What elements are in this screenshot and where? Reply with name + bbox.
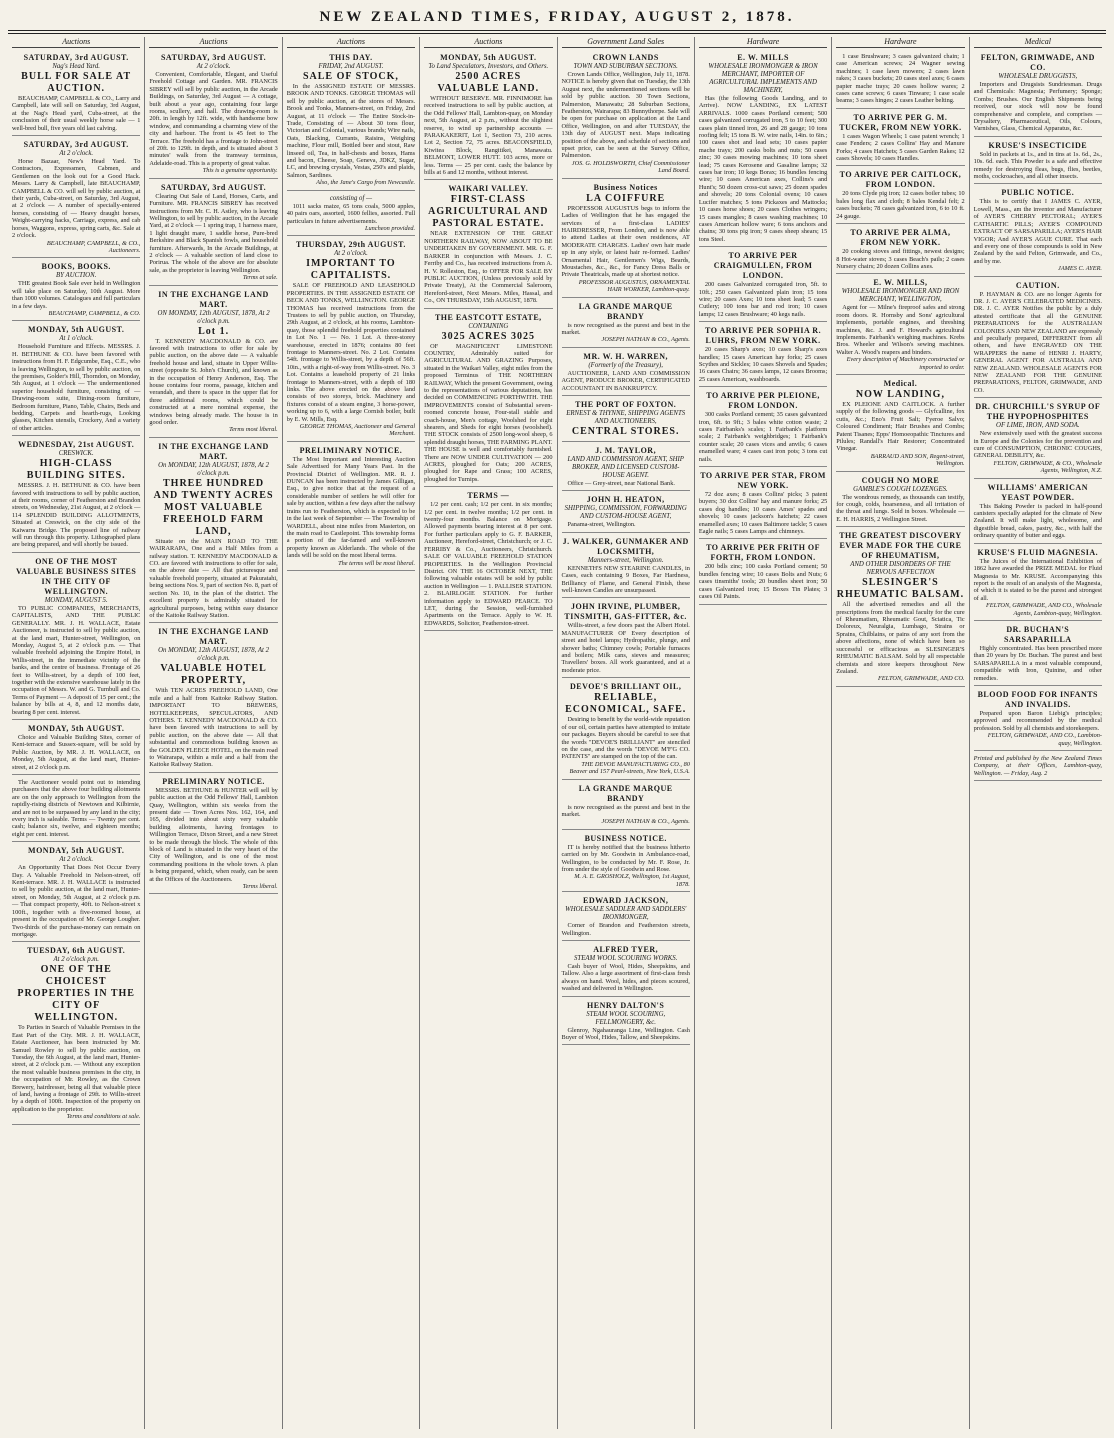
advertisement xyxy=(562,600,690,678)
ad-body-text: Importers and Drugsists Sundriesman. Drugs and Chemicals: Magnesia; Perfumery; Sponge; Combs; Brushes. Our English Shipments being received, our stock will now be found comprehensive and complete, and comprises — Drysaltery, Pharmaceutical, Oils, Colours, Varnishes, Glass, Chemical Apparatus, &c. xyxy=(973,81,1102,133)
ad-body-text: 20 cases Sharp's axes; 10 cases Sharp's axes handles; 15 cases American hay forks; 25 cases Scythes and Sickles; 10 cases Shovels and Spades; 16 cases Chairs; 36 cases lamps, 12 cases Brooms; 25 cases American, washboards. xyxy=(698,346,828,383)
ad-display-line: SALE OF STOCK, xyxy=(302,71,399,82)
ad-headline: THURSDAY, 29th AUGUST. xyxy=(296,240,406,250)
ad-subheading: To Land Speculators, Investors, and Others. xyxy=(428,63,549,70)
advertisement xyxy=(562,943,690,997)
ad-body-text: 1/2 per cent. cash; 1/2 per cent. in six months; 1/2 per cent. in twelve months; 1/2 per cent. in twenty-four months. Balance on Mortgage. Allowed payments bearing interest at 8 per cent. For further particulars apply to G. F. BARKER, Auctioneer, Hereford-street, Christchurch; or J. C. FERRIBY & Co., Auctioneers, Christchurch. SALE OF VALUABLE FREEHOLD STATION PROPERTIES. In the Wellington Provincial District. ON THE 16 OCTOBER NEXT, THE following valuable estates will be sold by public auction in Wellington — 1. PALLISER STATION. 2. BLAIRLOGIE STATION. For further information apply to EDWARD PEARCE. TO LET, during the Session, well-furnished Apartments on the Terrace. Apply to W. H. EDWARDS, Solicitor, Featherston-street. xyxy=(424,501,553,627)
advertisement xyxy=(149,181,277,286)
ad-headline: MONDAY, 5th AUGUST. xyxy=(440,53,537,62)
ad-subheading: GAMBLE'S COUGH LOZENGES. xyxy=(853,485,948,493)
column-heading: Hardware xyxy=(836,37,964,48)
ad-subheading: WHOLESALE IRONMONGER & IRON MERCHANT, IMPORTER OF AGRICULTURAL IMPLEMENTS AND MACHINERY, xyxy=(708,63,818,94)
column-8 xyxy=(970,37,1106,1429)
ad-headline: FELTON, GRIMWADE, AND CO. xyxy=(980,53,1095,72)
ad-subheading: On MONDAY, 12th AUGUST, 1878, At 2 o'clock p.m. xyxy=(158,647,270,663)
ad-body-text: Corner of Brandon and Featherston streets, Wellington. xyxy=(561,922,690,937)
advertisement xyxy=(836,168,964,224)
advertisement xyxy=(974,400,1102,478)
ad-body-text: OF MAGNIFICENT LIMESTONE COUNTRY, Admirably suited for AGRICULTURAL AND GRAZING Purposes, situated in the Waikari Valley, eight miles from the proposed Terminus of THE NORTHERN RAILWAY, Which the present Government, owing to the representations of various deputations, has decided on COMMENCING FORTHWITH. THE IMPROVEMENTS consist of Substantial seven-roomed concrete house, Four-stall stable and coach-house, Men's cottage, Woolshed for eight shearers, and Sheds for eight horses (woolshed). THE STOCK consists of 2500 long-wool sheep, 6 splendid draught horses, THE FARMING PLANT. THE HOUSE is well and comfortably furnished. There are NOW UNDER CULTIVATION — 200 ACRES, ploughed for Oats; 200 ACRES, ploughed for Rape and Grass; 100 ACRES, ploughed for Turnips. xyxy=(424,342,553,483)
ad-headline: PRELIMINARY NOTICE. xyxy=(299,445,403,455)
advertisement xyxy=(424,51,552,180)
ad-subheading: SHIPPING, COMMISSION, FORWARDING AND CUSTOM-HOUSE AGENT, xyxy=(564,505,687,521)
column-3 xyxy=(283,37,420,1429)
ad-headline: IN THE EXCHANGE LAND MART. xyxy=(158,289,269,309)
ad-display-line: LA COIFFURE xyxy=(586,192,666,204)
ad-body-text: MESSRS. BETHUNE & HUNTER will sell by public auction at the Odd Fellows' Hall, Lambton Quay, Wellington, within six weeks from the present date — Town Acres Nos. 162, 164, and 165, divided into about sixty very valuable building allotments, having frontages to Willington Terrace, Dixon Street, and a new Street to be made through the block. The whole of this block of Land is situated in the very heart of the City of Wellington, and is one of the most commanding positions in the whole town. A plan is being prepared, which, when ready, can be seen at the Offices of the Auctioneers. xyxy=(149,786,278,883)
ad-display-line: 3025 ACRES 3025 xyxy=(441,330,535,342)
ad-signature: M. A. E. GROSHOLZ, Wellington, 1st August, 1878. xyxy=(574,873,690,888)
ad-body-text: 72 doz axes; 8 cases Collins' picks; 3 patent buyers; 30 doz Collins' hay and manure forks; 25 cases dog handles; 10 cases Ames' spades and shovels; 10 cases jackson's hatchets; 22 cases enamelled axes; 10 cases Baltimore tackle; 5 cases Eagle nails; 5 cases Lamps and chimneys. xyxy=(698,491,828,536)
ad-subheading: BY AUCTION. xyxy=(56,272,97,280)
advertisement xyxy=(974,51,1102,137)
ad-headline: E. W. MILLS, xyxy=(873,278,928,288)
advertisement xyxy=(424,489,552,631)
ad-body-text: Situate on the MAIN ROAD TO THE WAIRARAPA, One and a Half Miles from a railway station. T. KENNEDY MACDONALD & CO. are favored with instructions to offer for sale, on the above date — All that picturesque and valuable freehold property, situated at Pakuratahi, being sections Nos. 9, part of section No. 8, part of section No. 10, in the plan of the district. The excellent property is admirably situated for agricultural purposes, being within easy distance of the Kaitoke Railway Station. xyxy=(149,537,278,619)
column-4 xyxy=(420,37,557,1429)
ad-headline: IN THE EXCHANGE LAND MART. xyxy=(158,627,269,647)
ad-body-text: 1011 sacks maize, 65 tons coals, 5000 apples, 40 pairs oars, assorted, 1600 fellies, assorted. Full particulars in future advertisements. xyxy=(286,202,416,225)
ad-subheading: At 2 o'clock. xyxy=(334,250,368,258)
advertisement xyxy=(287,238,415,442)
advertisement xyxy=(149,288,277,438)
advertisement xyxy=(562,51,690,179)
ad-body-text: 300 casks Portland cement; 35 cases galvanized iron, 6ft. to 9ft.; 3 bales white cotton waste; 2 cases Fairbanks's scales; 1 Fairbank's platform scale; 2 Fairbank's weighbridges; 1 Fairbank's counter scale; 20 cases vices and anvils; 6 cases enamelled ware; 4 cases cast iron pots; 3 tons cut nails. xyxy=(698,411,828,463)
ad-subheading: Manners-street, Wellington. xyxy=(587,556,664,564)
ad-subheading: At 2 o'clock p.m. xyxy=(53,956,99,964)
ad-signature: BEAUCHAMP, CAMPBELL, & CO., Auctioneers. xyxy=(46,239,141,254)
ad-subheading: Nag's Head Yard. xyxy=(52,63,100,70)
ad-body-text: Sold in packets at 1s., and in tins at 1s. 6d., 2s., 10s. 6d. each. This Powder is a safe and effective remedy for destroying fleas, bugs, flies, beetles, moths, cockroaches, and all other insects. xyxy=(973,150,1102,181)
ad-signature: FELTON, GRIMWADE, AND CO., Lambton-quay, Wellington. xyxy=(987,732,1102,747)
ad-headline: JOHN H. HEATON, xyxy=(586,495,665,505)
advertisement xyxy=(12,438,140,553)
masthead-rule xyxy=(8,30,1106,34)
ad-body-text: 20 cooking stoves and fittings, newest designs; 8 Hot-water stoves; 3 cases Beach's pails; 2 cases Nursery chairs; 20 dozen Collins axes. xyxy=(836,248,965,270)
ad-subheading: WHOLESALE DRUGGISTS, xyxy=(998,73,1078,80)
ad-display-line: FIRST-CLASS AGRICULTURAL AND PASTORAL ESTATE. xyxy=(428,194,549,230)
ad-body-text: IT is hereby notified that the business hitherto carried on by Mr. Goodwin in Ambulance-road, Wellington, to be conducted by Mr. F. Rose, Jr. from under the style of Goodwin and Rose. xyxy=(561,843,690,873)
ad-body-text: P. HAYMAN & CO. are no longer Agents for DR. J. C. AYER'S CELEBRATED MEDICINES. DR. J. C. AYER Notifies the public by a duly attested certificate that all the GENUINE PREPARATIONS for the AUSTRALIAN COLONIES AND NEW ZEALAND are expressly and peculiarly prepared, DIFFERENT from all others, and have ENGRAVED ON THE WRAPPERS the name of HENRI J. HARTY, GENERAL AGENT FOR AUSTRALIA AND NEW ZEALAND. WHOLESALE AGENTS FOR NEW ZEALAND FOR THE GENUINE PREPARATIONS, FELTON, GRIMWADE, AND CO. xyxy=(973,290,1102,394)
advertisement xyxy=(149,440,277,623)
ad-signature: JOSEPH NATHAN & CO., Agents. xyxy=(601,336,690,344)
ad-body-text: 20 tons Clyde pig iron; 12 cases boiler tubes; 10 bales long flax and cloth; 8 bales Kendal felt; 2 cases buckets; 78 cases galvanized iron, 6 to 10 ft. 24 gauge. xyxy=(836,190,965,220)
ad-signature: JOS. G. HOLDSWORTH, Chief Commissioner Land Board. xyxy=(571,159,690,175)
ad-display-line: VALUABLE HOTEL PROPERTY, xyxy=(160,663,267,687)
ad-display-line: 2500 ACRES VALUABLE LAND. xyxy=(437,71,540,94)
advertisement xyxy=(12,777,140,842)
advertisement xyxy=(12,51,140,136)
ad-body-text: All the advertised remedies and all the prescriptions from the medical faculty for the cure of Rheumatism, Rheumatic Gout, Sciatica, Tic Doloreux, Neuralgia, Lumbago, Strains or Sprains, Chilblains, or pains of any sort from the above affections, none of which have been so successful or efficacious as SLESINGER'S RHEUMATIC BALSAM. Sold by all respectable chemists and store keepers throughout New Zealand. xyxy=(836,601,965,675)
ad-body-text: Convenient, Comfortable, Elegant, and Useful Freehold Cottage and Garden. MR. FRANCIS SIBREY will sell by public auction, in the Arcade Buildings, on Saturday, 3rd August — A cottage, built about a year ago, containing four large rooms, scullery, and hall. The drawing-room is 20ft. in length by 12ft. wide, with handsome bow window, and commanding a charming view of the city and harbour. The front is 45 feet to The Terrace. The freehold has a frontage to John-street of 20ft. to 129ft. in depth, and is situated about 3 minutes' walk from the tramway terminus, Adelaide-road. This is a property of great value. xyxy=(149,71,278,167)
ad-subheading: consisting of — xyxy=(329,194,373,202)
columns-container xyxy=(8,37,1106,1429)
ad-subheading: CRESWICK. xyxy=(58,450,94,458)
ad-headline: LA GRANDE MARQUE BRANDY xyxy=(578,783,673,803)
ad-signature: GEORGE THOMAS, Auctioneer and General Merchant. xyxy=(299,423,416,438)
ad-display-line: ONE OF THE CHOICEST PROPERTIES IN THE CITY OF WELLINGTON. xyxy=(17,964,135,1024)
ad-headline: J. M. TAYLOR, xyxy=(595,446,657,455)
advertisement xyxy=(149,51,277,179)
advertisement xyxy=(699,389,827,467)
ad-body-text: Horse Bazaar, New's Head Yard. To Contractors, Expressmen, Cabmen, and Gentlemen on the look out for a Good Hack. Messrs. Larry & Campbell, late BEAUCHAMP, CAMPBELL & CO. will sell by public auction, at their yards, Cuba-street, on Saturday, 3rd August, at 2 o'clock — A number of specially-entered horses, consisting of — Heavy draught horses, Weight-carrying hacks, Carriage, express, and cab horses, Waggons, express, spring carts, &c. Sale at 2 o'clock. xyxy=(12,158,141,240)
ad-display-line: Lot 1. xyxy=(198,325,230,337)
ad-body-text: With TEN ACRES FREEHOLD LAND, One mile and a half from Kaitoke Railway Station. IMPORTANT TO BREWERS, HOTELKEEPERS, SPECULATORS, AND OTHERS. T. KENNEDY MACDONALD & CO. have been favored with instructions to sell by public auction, on the above date — All that substantial and commodious building known as the GOLDEN FLEECE HOTEL, on the main road to Wairarapa, within a mile and a half from the Kaitoke Railway Station. xyxy=(149,687,278,769)
ad-headline: TO ARRIVE PER G. M. TUCKER, FROM NEW YORK. xyxy=(839,112,962,132)
ad-body-text: New extensively used with the greatest success in Europe and the Colonies for the prevention and cure of CONSUMPTION, CHRONIC COUGHS, GENERAL DEBILITY, &c. xyxy=(973,430,1102,460)
column-2 xyxy=(145,37,282,1429)
ad-headline: MONDAY, 5th AUGUST. xyxy=(28,846,125,856)
ad-headline: TUESDAY, 6th AUGUST. xyxy=(27,946,126,956)
advertisement xyxy=(836,226,964,274)
ad-subheading: LAND AND COMMISSION AGENT, SHIP BROKER, AND LICENSED CUSTOM-HOUSE AGENT. xyxy=(567,456,684,479)
ad-body-text: WITHOUT RESERVE. MR. FINNIMORE has received instructions to sell by public auction, at the Odd Fellows' Hall, Lambton-quay, on Monday next, 5th August, at 2 p.m., without the slightest reserve, to wind up partnership accounts — PARAKAKERIT, Lot 1, Section 73, 210 acres. Lot 2, Section 72, 75 acres. BEACONSFIELD, Kiwitea Block, Rangitikei, Manawatu. BELMONT, LOWER HUTT. 103 acres, more or less. Terms — 25 per cent. cash; the balance by bills at 6 and 12 months, without interest. xyxy=(424,95,553,177)
ad-signature: This is a genuine opportunity. xyxy=(202,167,278,175)
ad-headline: ALFRED TYER, xyxy=(593,945,659,954)
ad-headline: TO ARRIVE PER CRAIGMULLEN, FROM LONDON. xyxy=(713,251,813,281)
ad-display-line: THREE HUNDRED AND TWENTY ACRES MOST VALUABLE FREEHOLD FARM LAND, xyxy=(153,477,274,537)
advertisement xyxy=(12,844,140,942)
advertisement xyxy=(836,377,964,472)
ad-headline: SATURDAY, 3rd AUGUST. xyxy=(160,53,267,62)
advertisement xyxy=(562,398,690,442)
ad-headline: WEDNESDAY, 21st AUGUST. xyxy=(18,440,135,450)
ad-subheading: At 2 o'clock. xyxy=(196,63,231,70)
ad-subheading: OF LIME, IRON, AND SODA. xyxy=(996,422,1080,430)
ad-body-text: NEAR EXTENSION OF THE GREAT NORTHERN RAILWAY, NOW ABOUT TO BE UNDERTAKEN BY GOVERNMENT. MR. G. F. BARKER in conjunction with Messrs. J. C. Ferriby and Co., has received instructions from A. H. V. Rolleston, Esq., to OFFER FOR SALE BY PUBLIC AUCTION, (Unless previously sold by Private Treaty), At the Commercial Saleroom, Hereford-street, Next Messrs. Miles, Hassal, and Co., ON THURSDAY, 15th AUGUST, 1878. xyxy=(424,230,553,305)
ad-body-text: KENNETH'S NEW STEARINE CANDLES, in Cases, each containing 9 Boxes, Far Hardness, Brilliancy of Flame, and General Finish, these well-known Candles are unsurpassed. xyxy=(561,564,690,595)
advertisement xyxy=(562,300,690,348)
ad-signature: FELTON, GRIMWADE, AND CO. xyxy=(877,675,965,683)
ad-body-text: 1 case Brushware; 3 cases galvanized chain; 1 case American screws; 24 Wagner sewing machines; 1 case lawn mowers; 2 cases lawn rakes; 3 cases buckets; 20 cases steel axes; 6 cases papier mache trays; 20 cases hollow wares; 2 cases cane screws; 6 cases Tinware; 1 case scale beams; 3 cases hinges; 2 cases Leather belting. xyxy=(836,53,965,105)
ad-headline: PRELIMINARY NOTICE. xyxy=(162,776,265,786)
ad-headline: TO ARRIVE PER FRITH OF FORTH, FROM LONDON. xyxy=(706,543,821,563)
ad-body-text: Panama-street, Wellington. xyxy=(567,521,636,529)
ad-signature: JAMES C. AYER. xyxy=(1058,265,1102,273)
ad-headline: SATURDAY, 3rd AUGUST. xyxy=(23,53,129,62)
ad-headline: WILLIAMS' AMERICAN YEAST POWDER. xyxy=(987,482,1088,502)
ad-subheading: At 2 o'clock. xyxy=(59,150,94,158)
ad-headline: BLOOD FOOD FOR INFANTS AND INVALIDS. xyxy=(977,689,1099,709)
ad-body-text: THE greatest Book Sale ever held in Wellington will take place on Saturday, 10th August. More than 1000 volumes. Catalogues and full particulars in a few days. xyxy=(12,280,141,310)
advertisement xyxy=(562,680,690,779)
ad-signature: Terms liberal. xyxy=(242,883,278,891)
ad-body-text: MESSRS. J. H. BETHUNE & CO. have been favored with instructions to sell by public auction, at their rooms, corner of Featherston and Brandon streets, on Wednesday, 21st August, at 2 o'clock — 114 SPLENDID BUILDING ALLOTMENTS, Situated at Creswick, on the city side of the Kaiwarra Bridge. The proposed line of railway will run through this property. Lithographed plans are being prepared, and will shortly be issued. xyxy=(12,482,141,549)
ad-headline: TO ARRIVE PER STAR, FROM NEW YORK. xyxy=(700,471,826,491)
advertisement xyxy=(562,535,690,599)
ad-headline: KRUSE'S INSECTICIDE xyxy=(988,140,1088,150)
ad-headline: TO ARRIVE PER ALMA, FROM NEW YORK. xyxy=(850,228,951,248)
ad-signature: Terms and conditions at sale. xyxy=(66,1113,141,1121)
advertisement xyxy=(974,546,1102,621)
advertisement xyxy=(974,481,1102,544)
ad-headline: MR. W. H. WARREN, xyxy=(583,351,668,361)
advertisement xyxy=(12,944,140,1124)
ad-body-text: The Juices of the International Exhibition of 1862 have awarded the PRIZE MEDAL for Fluid Magnesia to Mr. KRUSE. Accompanying this report is the result of an analysis of the Magnesia, of which it is stated to be the purest and strongest of all. xyxy=(973,557,1102,602)
ad-body-text: The Most Important and Interesting Auction Sale Advertised for Many Years Past. In the Provincial District of Wellington. MR. R. J. DUNCAN has been instructed by James Gilligan, Esq., to give notice that at the request of a considerable number of settlers he will offer for sale by auction, within a few days after the railway trains run to Featherston, which is expected to be in the last week of September — The Township of WARDELL, about nine miles from Masterton, on the main road to Castlepoint. This township forms a portion of the far-famed and well-known property known as Alderlands. The whole of the lands will be sold on the most liberal terms. xyxy=(286,455,416,560)
advertisement xyxy=(562,999,690,1046)
ad-body-text: Office — Grey-street, near National Bank. xyxy=(567,480,675,487)
ad-subheading: ERNEST & THYNNE, SHIPPING AGENTS AND AUCTIONEERS, xyxy=(566,410,686,425)
ad-body-text: An Opportunity That Does Not Occur Every Day. A Valuable Freehold in Nelson-street, off Kent-terrace. MR. J. H. WALLACE is instructed to sell by public auction, at the land mart, Hunter-street, on Monday, 5th August, at 2 o'clock p.m. — That compact property, 40ft. to Nelson-street x 100ft., together with a five-roomed house, at present in the occupation of Mr. George Lougher. Two-thirds of the purchase-money can remain on mortgage. xyxy=(12,864,141,938)
advertisement xyxy=(836,474,964,528)
ad-headline: MONDAY, 5th AUGUST. xyxy=(28,723,125,733)
ad-headline: THE PORT OF FOXTON. xyxy=(575,400,677,409)
ad-signature: THE DEVOE MANUFACTURING CO., 80 Beaver and 157 Pearl-streets, New York, U.S.A. xyxy=(569,760,690,776)
ad-body-text: 1 cases Wagon Wheels; 1 case patent wrench; 1 case Fenders; 2 cases Collins' Hay and Manure Forks; 4 cases Hatchets; 5 cases Garden Rakes; 12 cases Shovels; 10 cases Handles. xyxy=(836,132,965,163)
advertisement xyxy=(12,138,140,258)
advertisement xyxy=(424,311,552,488)
column-heading: Auctions xyxy=(12,37,140,48)
ad-body-text: T. KENNEDY MACDONALD & CO. are favored with instructions to offer for sale by public auction, on the above date — A valuable freehold house and land, situate in Upper Willis-street (opposite St. John's Church), and known as in the occupation of Henry Anderson, Esq. The house contains four rooms, passage, kitchen and verandah, and there is space in the upper flat for three additional rooms, which could be constructed at a mere nominal expense, the windows being already made. The house is in good order. xyxy=(149,337,278,427)
advertisement xyxy=(699,51,827,247)
ad-headline: PUBLIC NOTICE. xyxy=(1001,188,1075,198)
ad-subheading: At 2 o'clock. xyxy=(59,856,94,864)
advertisement xyxy=(12,260,140,321)
advertisement xyxy=(149,775,277,895)
ad-body-text: This is to certify that I JAMES C. AYER, Lowell, Mass., am the inventor and Manufacturer of AYER'S CHERRY PECTORAL; AYER'S CATHARTIC PILLS; AYER'S COMPOUND EXTRACT OF SARSAPARILLA; AYER'S HAIR VIGOR; And AYER'S AGUE CURE. That each and every one of those compounds is sold in New Zealand by the said Felton, Grimwade, and Co., and by me. xyxy=(973,198,1102,265)
ad-headline: J. WALKER, GUNMAKER AND LOCKSMITH, xyxy=(562,536,689,556)
ad-headline: CAUTION. xyxy=(1015,280,1060,290)
advertisement xyxy=(287,193,415,237)
ad-body-text: Desiring to benefit by the world-wide reputation of our oil, certain parties have attempted to imitate our packages. Buyers should be careful to see that the words "DEVOE'S BRILLIANT" are stenciled on the case, and the words "DEVOE M'F'G CO. PATENTS" are stamped on the top of the can. xyxy=(561,716,690,761)
advertisement xyxy=(562,782,690,830)
ad-headline: BUSINESS NOTICE. xyxy=(584,833,667,843)
ad-headline: EDWARD JACKSON, xyxy=(583,896,669,906)
ad-body-text: Prepared upon Baron Liebig's principles; approved and recommended by the medical profession. Sold by all chemists and storekeepers. xyxy=(973,709,1102,732)
ad-headline: DR. BUCHAN'S SARSAPARILLA xyxy=(1003,624,1072,644)
ad-headline: KRUSE'S FLUID MAGNESIA. xyxy=(977,547,1099,557)
ad-body-text: 200 bdls zinc; 100 casks Portland cement; 50 bundles fencing wire; 10 cases Bolts and Nuts; 6 cases tinsmiths' tools; 20 bundles sheet iron; 50 cases Galvanized iron; 15 Boxes Tin Plates; 3 cases Oil Paints. xyxy=(698,563,828,601)
advertisement xyxy=(974,279,1102,399)
ad-headline: SATURDAY, 3rd AUGUST. xyxy=(23,140,129,150)
ad-headline: WAIKARI VALLEY. xyxy=(448,184,529,194)
advertisement xyxy=(424,182,552,308)
ad-body-text: The Auctioneer would point out to intending purchasers that the above four building allotments are on the only approach to Wellington from the rapidly-rising districts of Newtown and Kilbirnie, and are not to be surpassed by any land in the city; every inch is saleable. Terms — Twenty per cent. cash; balance six, twelve, and eighteen months; eight per cent. interest. xyxy=(12,779,141,838)
ad-subheading: WHOLESALE IRONMONGER AND IRON MERCHANT, WELLINGTON, xyxy=(841,288,960,304)
advertisement xyxy=(12,722,140,775)
ad-signature: Also, the Jane's Cargo from Newcastle. xyxy=(316,179,416,187)
ad-headline: DEVOE'S BRILLIANT OIL, xyxy=(569,682,682,692)
ad-signature: The terms will be most liberal. xyxy=(338,559,416,567)
advertisement xyxy=(562,181,690,298)
ad-body-text: TO PUBLIC COMPANIES, MERCHANTS, CAPITALISTS, AND THE PUBLIC GENERALLY. MR. J. H. WALLACE, Estate Auctioneer, is instructed to sell by public auction, at the land mart, Hunter-street, Wellington, on Monday, August 5, at 2 o'clock p.m. — That valuable freehold adjoining the Empire Hotel, in Willis-street, in the immediate vicinity of the banks, and the centre of business. Frontage of 26 feet to Willis-street, by a depth of 100 feet, together with the extensive warehouse lately in the occupation of Messrs. W. and G. Turnbull and Co. Terms of Payment — A deposit of 15 per cent.; the balance by bills at 4, 8, and 12 months date, bearing 8 per cent. interest. xyxy=(12,604,141,716)
ad-body-text: Clearing Out Sale of Land, Horses, Carts, and Furniture. MR. FRANCIS SIBREY has received instructions from Mr. C. H. Astley, who is leaving Wellington, to sell by public auction, in the Arcade Yard, at 2 o'clock — 1 spring trap, 1 harness mare, 1 light draught mare, 1 saddle horse, Pure-bred Berkshire and Black Spanish fowls, and household furniture. Afterwards, In the Arcade Buildings, at 2 o'clock — A valuable section of land close to Porirua. The whole of the above are for absolute sale, as the proprietor is leaving Wellington. xyxy=(149,192,278,274)
ad-body-text: EX PLEIONE AND CAITLOCK. A further supply of the following goods — Glyfcalline, fox cutis, &c.; Eno's Fruit Salt; Fyeroe Salvo; Coloured Condiment; Hair Brushes and Combs; Patent Tisanes; Epps' Homoeopathic Tinctures and Pilules; Randall's Hair Restorer; Concentrated Vinegar. xyxy=(836,400,965,453)
ad-body-text: Cash buyer of Wool, Hides, Sheepskins, and Tallow. Also a large assortment of first-class fresh always on hand. Wool, hides, and pieces scoured, washed and delivered in Wellington. xyxy=(561,963,690,993)
ad-headline: E. W. MILLS xyxy=(737,53,789,62)
ad-body-text: This Baking Powder is packed in half-pound canisters specially adapted for the climate of New Zealand. It will make light, wholesome, and digestible bread, cakes, pastry, &c., with half the ordinary quantity of butter and eggs. xyxy=(973,502,1102,540)
advertisement xyxy=(699,469,827,539)
ad-signature: JOSEPH NATHAN & CO., Agents. xyxy=(601,818,690,826)
ad-headline: DR. CHURCHILL'S SYRUP OF THE HYPOPHOSPHITES xyxy=(975,402,1101,422)
advertisement xyxy=(287,51,415,191)
column-heading: Medical xyxy=(974,37,1102,48)
ad-display-line: NOW LANDING, xyxy=(855,388,945,400)
advertisement xyxy=(974,186,1102,276)
ad-signature: Terms at sale. xyxy=(242,274,278,282)
advertisement xyxy=(12,555,140,720)
ad-headline: COUGH NO MORE xyxy=(861,475,940,485)
ad-signature: FELTON, GRIMWADE, AND CO., Wholesale Agents, Lambton-quay, Wellington. xyxy=(985,602,1102,617)
ad-display-line: SLESINGER'S RHEUMATIC BALSAM. xyxy=(836,577,965,601)
ad-body-text: is now recognised as the purest and best in the market. xyxy=(561,321,690,336)
advertisement xyxy=(562,444,690,491)
ad-body-text: Choice and Valuable Building Sites, corner of Kent-terrace and Sussex-square, will be sold by Public Auction, by MR. J. H. WALLACE, on Monday, 5th August, at the land mart, Hunter-street, at 2 o'clock p.m. xyxy=(12,733,141,771)
ad-subheading: MONDAY, AUGUST 5. xyxy=(44,596,108,604)
advertisement xyxy=(836,276,964,375)
column-5 xyxy=(558,37,695,1429)
advertisement xyxy=(699,249,827,322)
ad-body-text: To Parties in Search of Valuable Premises in the East Part of the City. MR. J. H. WALLACE, Estate Auctioneer, has been instructed by Mr. Samuel Rowley to sell by public auction, on Tuesday, the 6th August, at the land mart, Hunter-street, at 2 o'clock p.m. — Without any exception the most valuable business premises in the city, in the occupation of Mr. Rowley, as the Crown Brewery, hairdresser, being all that valuable piece of land, having a frontage of 29ft. to Willis-street by a depth of 100ft. Inspection of the property on application to the proprietor. xyxy=(12,1024,141,1113)
ad-headline: CROWN LANDS xyxy=(592,53,659,62)
column-heading: Hardware xyxy=(699,37,827,48)
ad-display-line: CENTRAL STORES. xyxy=(571,426,680,437)
advertisement xyxy=(149,625,277,772)
column-7 xyxy=(832,37,969,1429)
ad-body-text: is now recognised as the purest and best in the market. xyxy=(561,803,690,818)
column-heading: Government Land Sales xyxy=(562,37,690,48)
ad-signature: FELTON, GRIMWADE, & CO., Wholesale Agents, Wellington, N.Z. xyxy=(993,459,1102,475)
ad-signature: BEAUCHAMP, CAMPBELL, & CO. xyxy=(48,309,141,317)
ad-headline: BOOKS, BOOKS. xyxy=(41,262,111,272)
advertisement xyxy=(974,139,1102,185)
ad-headline: LA GRANDE MARQUE BRANDY xyxy=(578,301,673,321)
ad-body-text: In the ASSIGNED ESTATE OF MESSRS. BROOK AND TONKS. GEORGE THOMAS will sell by public auction, at the stores of Messrs. Brook and Tonks, Manners-street, on Friday, 2nd August, at 11 o'clock — The Entire Stock-in-Trade, Consisting of — About 30 tons flour, Victorian and Colonial, various brands; Wire nails, Oats, Blacking, Currants, Raisins, Weighing machine, Flour mill, Bottled beer and stout, Raw linseed oil, Tea, in half-chests and boxes, Hams and bacon, Cheese, Soap, Geneva, JDKZ, Sugar, LC, and brewing crystals, Vestas, 250's and plaids, Salmon, Sardines. xyxy=(286,83,416,179)
advertisement xyxy=(836,529,964,686)
ad-body-text: Crown Lands Office, Wellington, July 11, 1878. NOTICE is hereby given that on Tuesday, the 13th August next, the undermentioned sections will be sold by public auction. 30 Town Sections, Palmerston, Manawatu; 28 Suburban Sections, Featherston, Wairarapa; 83 Bunnythorpe. Sale will be open for purchase on application at the Land Office, Wellington, on and after TUESDAY, the 13th day of AUGUST next. Maps indicating position of the above, and schedule of sections and upset price, can be seen at the Survey Office, Palmerston. xyxy=(561,71,690,160)
ad-signature: Every description of Machinery constructed or imported to order. xyxy=(846,356,965,371)
ad-headline: Business Notices xyxy=(593,182,658,192)
ad-body-text: Agent for — Milne's fireproof safes and strong room doors. R. Hornsby and Sons' agricultural implements, portable engines, and threshing machines, &c. J. and F. Howard's agricultural implements. Fairbank's weighing machines. Krebs Bros. Wheeler and Wilson's sewing machines. Walter A. Wood's reapers and binders. xyxy=(836,304,965,356)
ad-signature: Luncheon provided. xyxy=(364,224,416,232)
ad-subheading: STEAM WOOL SCOURING, FELLMONGERY, &c. xyxy=(586,1010,666,1026)
ad-body-text: Glenroy, Ngahauranga Line, Wellington. Cash Buyer of Wool, Hides, Tallow, and Sheepskins. xyxy=(561,1026,690,1042)
advertisement xyxy=(836,111,964,167)
masthead: NEW ZEALAND TIMES, FRIDAY, AUGUST 2, 1878. xyxy=(319,9,795,25)
advertisement xyxy=(699,541,827,604)
advertisement xyxy=(562,350,690,396)
ad-subheading: At 1 o'clock. xyxy=(59,335,94,343)
advertisement xyxy=(562,832,690,892)
ad-display-line: RELIABLE, ECONOMICAL, SAFE. xyxy=(565,692,687,716)
advertisement xyxy=(974,623,1102,686)
ad-subheading: TOWN AND SUBURBAN SECTIONS. xyxy=(573,63,678,70)
ad-headline: THIS DAY. xyxy=(329,53,373,62)
ad-subheading: CONTAINING xyxy=(468,322,509,330)
column-6 xyxy=(695,37,832,1429)
ad-signature: PROFESSOR AUGUSTUS, ORNAMENTAL HAIR WORKER, Lambton-quay. xyxy=(578,278,690,294)
ad-body-text: 200 cases Galvanized corrugated iron, 5ft. to 10ft.; 250 cases Galvanized plain iron; 15 tons wire; 20 cases Axes; 10 tons sheet lead; 5 cases Cutlery; 100 tons bar and rod iron; 10 cases lamps; 12 cases Brushware; 40 kegs nails. xyxy=(698,281,828,318)
ad-signature: BARRAUD AND SON, Regent-street, Wellington. xyxy=(870,452,965,468)
imprint: Printed and published by the New Zealand Times Company, at their Offices, Lambton-quay, Wellington. — Friday, Aug. 2 xyxy=(974,753,1102,781)
ad-headline: Medical. xyxy=(883,378,918,388)
advertisement xyxy=(562,493,690,532)
ad-headline: TO ARRIVE PER PLEIONE, FROM LONDON. xyxy=(706,391,820,411)
ad-subheading: ON MONDAY, 12th AUGUST, 1878, At 2 o'clock p.m. xyxy=(157,309,270,325)
advertisement xyxy=(12,323,140,436)
ad-body-text: SALE OF FREEHOLD AND LEASEHOLD PROPERTIES. IN THE ASSIGNED ESTATE OF BECK AND TONKS, WELLINGTON. GEORGE THOMAS has received instructions from the Trustees to sell by public auction, on Thursday, 29th August, at 2 o'clock, at his rooms, Lambton-quay, those splendid freehold properties contained in Lot No. 1 — No. 1 Lot. A three-storey warehouse, erected in 1876; contains 80 feet frontage to Manners-street. No. 2 Lot. Contains 54ft. frontage to Willis-street, by a depth of 56ft. 10in., with a right-of-way from Willis-street. No. 3 Lot. Contains a leasehold property of 21 links frontage to Manners-street, with a depth of 180 links. The above erected on the above land consists of two storeys, brick. Machinery and fixtures consist of a steam engine, 3 horse-power, working up to 6, with a large Cornish boiler, built by E. W. Mills, Esq. xyxy=(286,282,416,423)
ad-body-text: Highly concentrated. Has been prescribed more than 20 years by Dr. Buchan. The purest and best SARSAPARILLA in a most valuable compound, compatible with Iron, Quinine, and other remedies. xyxy=(973,644,1102,682)
column-heading: Auctions xyxy=(424,37,552,48)
column-1 xyxy=(8,37,145,1429)
ad-headline: ONE OF THE MOST VALUABLE BUSINESS SITES IN THE CITY OF WELLINGTON. xyxy=(16,556,137,596)
ad-headline: TERMS — xyxy=(467,491,510,501)
ad-subheading: On MONDAY, 12th AUGUST, 1878, At 2 o'clock p.m. xyxy=(158,461,270,477)
ad-display-line: HIGH-CLASS BUILDING SITES. xyxy=(26,458,126,482)
ad-subheading: AND OTHER DISORDERS OF THE NERVOUS AFFECTION xyxy=(850,561,951,577)
advertisement xyxy=(562,894,690,941)
ad-body-text: Willis-street, a few doors past the Albert Hotel. MANUFACTURER OF Every description of street and hotel lamps; Hydropathic, plunge, and shower baths; Chimney cowls; Portable furnaces and boilers; Milk cans, sieves and measures; Travellers' boxes. All work guaranteed, and at a moderate price. xyxy=(561,622,690,674)
ad-body-text: BEAUCHAMP, CAMPBELL & CO., Larry and Campbell, late will sell on Saturday, 3rd August, at the Nag's Head yard, Cuba-street, at the conclusion of their usual weekly horse sale — 1 well-bred bull, five years old last calving. xyxy=(12,95,141,132)
ad-subheading: STEAM WOOL SCOURING WORKS. xyxy=(574,955,678,962)
ad-display-line: BULL FOR SALE AT AUCTION. xyxy=(21,71,132,94)
ad-headline: JOHN IRVINE, PLUMBER, TINSMITH, GAS-FITTER, &c. xyxy=(564,602,687,622)
advertisement xyxy=(287,444,415,571)
ad-body-text: The wondrous remedy, as thousands can testify, for cough, colds, hoarseness, and all irritation of the throat and lungs. Sold in boxes. Wholesale — E. H. HARRIS, 2 Wellington Street. xyxy=(836,493,965,523)
ad-subheading: WHOLESALE SADDLER AND SADDLERS' IRONMONGER, xyxy=(565,906,687,922)
ad-headline: MONDAY, 5th AUGUST. xyxy=(28,325,125,335)
advertisement xyxy=(974,688,1102,751)
ad-headline: SATURDAY, 3rd AUGUST. xyxy=(160,182,267,192)
column-heading: Auctions xyxy=(149,37,277,48)
ad-subheading: FRIDAY, 2nd AUGUST. xyxy=(318,63,384,70)
advertisement xyxy=(699,324,827,387)
ad-headline: THE GREATEST DISCOVERY EVER MADE FOR THE CURE OF RHEUMATISM, xyxy=(839,531,962,561)
ad-body-text: AUCTIONEER, LAND AND COMMISSION AGENT, PRODUCE BROKER, CERTIFICATED ACCOUNTANT IN BANKRUPTCY. xyxy=(561,369,690,392)
ad-body-text: PROFESSOR AUGUSTUS begs to inform the Ladies of Wellington that he has engaged the services of a first-class LADIES' HAIRDRESSER, From London, and is now able to attend Ladies at their own residences, AT MODERATE CHARGES. Ladies' own hair made up in any style, or latest hair re-formed. Ladies' Ornamental Hair, Gentlemen's Wigs, Beards, Moustaches, &c., &c., for Fancy Dress Balls or Private Theatricals, made up at shortest notice. xyxy=(561,204,690,279)
ad-headline: THE EASTCOTT ESTATE, xyxy=(434,312,542,322)
ad-headline: HENRY DALTON'S xyxy=(587,1000,665,1010)
ad-headline: IN THE EXCHANGE LAND MART. xyxy=(158,441,269,461)
ad-headline: TO ARRIVE PER CAITLOCK, FROM LONDON. xyxy=(839,170,962,190)
ad-subheading: (Formerly of the Treasury), xyxy=(588,361,663,369)
ad-body-text: Has (the following Goods Landing, and to Arrive). NOW LANDING, EX LATEST ARRIVALS. 1000 cases Portland cement; 500 cases galvanized corrugated iron, 5 to 10 feet; 300 cases plain tinned iron, 26 and 28 gauge; 10 tons roofing felt; 15 tons B. W. wire nails, 14in. to 6in.; 100 cases shot and lead sets; 10 cases papier mache trays; 200 casks bolts and nuts; 50 cases zinc; 30 cases mowing machines; 10 tons sheet lead; 75 cases Kerosene and Gasaline lamps; 32 cases bar iron; 10 kegs Borax; 16 bundles fencing wire; 10 cases American axes, Collins's and Hunt's; 50 dozen cross-cut saws; 25 dozen spades and shovels; 20 tons Colonial ovens; 10 cases Lucifer matches; 5 tons Pickaxes and Mattocks; 10 cases horse shoes; 20 cases Clothes wringers; 15 cases mangles; 8 cases washing machines; 10 cases American hollow ware; 6 tons anchors and chains; 30 tons pig iron; 9 cases sheep shears; 15 tons Steel. xyxy=(698,95,828,243)
column-heading: Auctions xyxy=(287,37,415,48)
ad-display-line: IMPORTANT TO CAPITALISTS. xyxy=(306,258,396,282)
ad-headline: TO ARRIVE PER SOPHIA R. LUHRS, FROM NEW YORK. xyxy=(705,326,822,346)
ad-signature: Terms most liberal. xyxy=(229,426,278,434)
advertisement xyxy=(836,51,964,109)
ad-body-text: Household Furniture and Effects. MESSRS. J. H. BETHUNE & CO. have been favored with instructions from H. F. Edgcumbe, Esq., C.E., who is leaving Wellington, to sell by public auction, on the premises, Golder's Hill, Thorndon, on Monday, 5th August, at 1 o'clock — The undermentioned superior household furniture, consisting of — Drawing-room suite, Dining-room furniture, Bedroom furniture, Piano, Table, Chairs, Beds and bedding, Carpets and hearth-rugs, Looking glasses, Kitchen utensils, Crockery, And a variety of other articles. xyxy=(12,343,141,432)
